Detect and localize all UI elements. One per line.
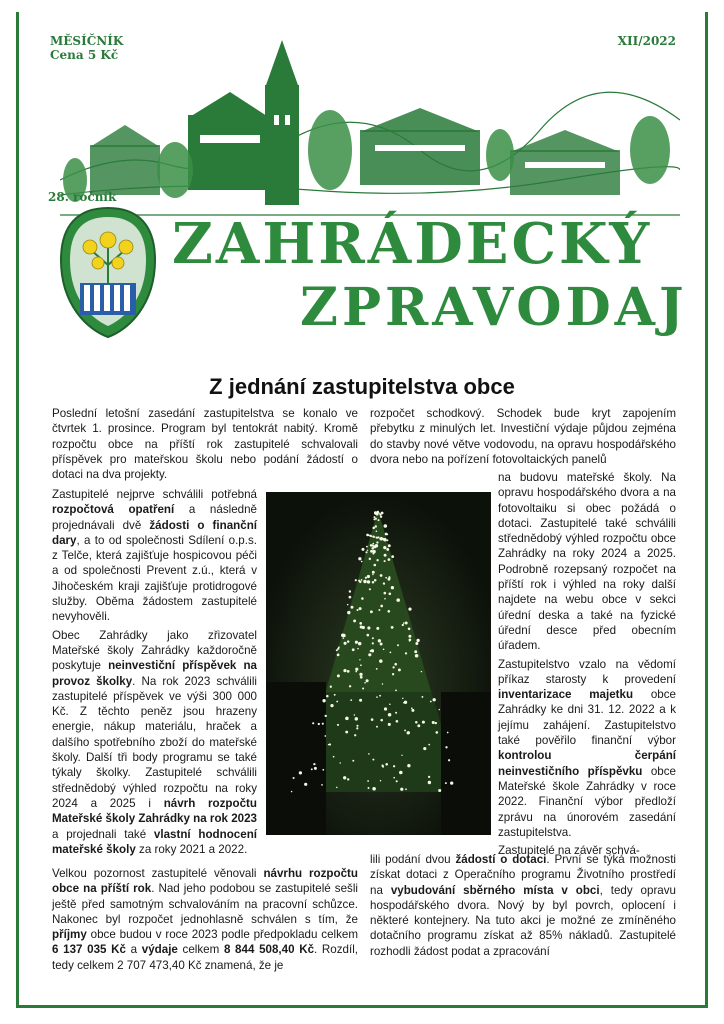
tree-light <box>448 759 450 761</box>
tree-light <box>343 669 346 672</box>
tree-light <box>391 555 394 558</box>
tree-light <box>374 536 376 538</box>
tree-light <box>409 640 411 642</box>
tree-light <box>343 637 345 639</box>
tree-light <box>376 726 378 728</box>
tree-light <box>405 652 407 654</box>
tree-light <box>322 699 325 702</box>
tree-light <box>394 663 397 666</box>
tree-light <box>396 720 399 723</box>
tree-light <box>383 546 386 549</box>
tree-light <box>380 516 381 517</box>
tree-light <box>388 723 391 726</box>
tree-light <box>371 547 374 550</box>
tree-light <box>378 639 381 642</box>
tree-light <box>383 648 385 650</box>
tree-light <box>352 760 354 762</box>
tree-light <box>349 685 351 687</box>
tree-light <box>388 713 392 717</box>
tree-light <box>392 666 394 668</box>
tree-light <box>345 731 348 734</box>
tree-light <box>368 653 371 656</box>
tree-light <box>400 788 403 791</box>
tree-light <box>352 648 355 651</box>
tree-light <box>428 781 431 784</box>
tree-light <box>367 634 370 637</box>
tree-light <box>336 787 338 789</box>
tree-light <box>384 592 387 595</box>
tree-light <box>343 776 346 779</box>
tree-light <box>330 704 333 707</box>
tree-light <box>421 696 423 698</box>
tree-light <box>372 759 374 761</box>
tree-light <box>402 624 404 626</box>
tree-light <box>324 735 326 737</box>
article-column-right-narrow <box>498 470 676 861</box>
tree-light <box>371 535 373 537</box>
tree-light <box>359 622 362 625</box>
tree-light <box>372 527 375 530</box>
tree-light <box>372 581 375 584</box>
tree-light <box>355 671 357 673</box>
tree-light <box>405 622 408 625</box>
tree-light <box>369 558 371 560</box>
tree-light <box>334 694 336 696</box>
tree-light <box>376 513 379 516</box>
tree-light <box>395 712 397 714</box>
tree-light <box>385 577 387 579</box>
tree-light <box>421 671 422 672</box>
paragraph: Zastupitelé nejprve schválili potřebná rozpočtová opatření a následně projednávali dvě žádosti o finanční dary, a to od společnosti Sdílení o.p.s. z Telče, která zajišťuje hospicovou péči a od společnosti Prevent z.ú., která v Jihočeském kraji zajišťuje protidrogové služby. Oběma žádostem zastupitelé nevyhověli. <box>52 488 257 624</box>
tree-light <box>361 579 363 581</box>
tree-light <box>359 659 360 660</box>
tree-light <box>377 519 379 521</box>
tree-light <box>321 784 323 786</box>
tree-light <box>337 724 339 726</box>
tree-light <box>386 533 388 535</box>
paragraph: Zastupitelé na závěr schvá- <box>498 844 640 858</box>
christmas-tree-photo <box>266 492 491 835</box>
tree-light <box>344 642 347 645</box>
tree-light <box>416 639 419 642</box>
tree-light <box>384 707 387 710</box>
tree-light <box>415 642 418 645</box>
tree-light <box>322 769 324 771</box>
tree-light <box>445 746 447 748</box>
tree-light <box>371 544 373 546</box>
tree-light <box>360 664 362 666</box>
tree-light <box>376 559 378 561</box>
tree-light <box>392 673 394 675</box>
tree-light <box>322 723 324 725</box>
tree-light <box>382 766 384 768</box>
tree-light <box>376 696 378 698</box>
tree-light <box>384 560 386 562</box>
tree-light <box>398 668 401 671</box>
tree-light <box>347 611 350 614</box>
tree-light <box>433 698 436 701</box>
tree-light <box>365 577 367 579</box>
tree-light <box>380 719 383 722</box>
price: Cena 5 Kč <box>50 48 119 62</box>
tree-light <box>357 648 359 650</box>
masthead-title-line2: ZPRAVODAJ <box>300 277 688 338</box>
tree-light <box>380 537 384 541</box>
tree-light <box>345 717 349 721</box>
tree-light <box>314 767 317 770</box>
tree-light <box>432 721 435 724</box>
tree-light <box>338 646 340 648</box>
tree-light <box>399 771 403 775</box>
tree-light <box>417 724 420 727</box>
tree-light <box>396 780 398 782</box>
tree-light <box>358 557 361 560</box>
tree-light <box>411 709 414 712</box>
tree-light <box>402 698 403 699</box>
tree-light <box>318 723 320 725</box>
tree-light <box>337 674 340 677</box>
tree-light <box>438 789 441 792</box>
tree-light <box>380 574 383 577</box>
publication-type: MĚSÍČNÍK <box>50 34 124 48</box>
tree-light <box>407 731 410 734</box>
tree-light <box>351 606 354 609</box>
tree-light <box>405 788 407 790</box>
tree-light <box>368 575 370 577</box>
tree-light <box>387 610 390 613</box>
tree-light <box>435 722 437 724</box>
tree-light <box>333 756 335 758</box>
tree-light <box>390 652 392 654</box>
tree-light <box>381 512 384 515</box>
tree-light <box>404 729 406 731</box>
tree-light <box>370 610 373 613</box>
tree-light <box>373 516 375 518</box>
tree-light <box>368 753 370 755</box>
tree-light <box>391 586 394 589</box>
tree-light <box>376 541 378 543</box>
tree-light <box>326 695 329 698</box>
tree-light <box>428 744 430 746</box>
tree-light <box>401 755 402 756</box>
tree-light <box>373 518 375 520</box>
tree-light <box>355 717 358 720</box>
tree-light <box>356 727 358 729</box>
tree-light <box>384 524 388 528</box>
tree-light <box>337 654 340 657</box>
article-column-right-top <box>370 406 676 470</box>
tree-light <box>363 580 366 583</box>
issue-number: XII/2022 <box>617 34 676 48</box>
tree-light <box>359 699 362 702</box>
tree-light <box>371 718 374 721</box>
tree-light <box>388 578 391 581</box>
tree-light <box>339 762 340 763</box>
tree-light <box>347 604 349 606</box>
tree-light <box>408 627 411 630</box>
tree-light <box>395 689 397 691</box>
tree-light <box>313 763 315 765</box>
tree-light <box>386 539 388 541</box>
tree-light <box>389 704 391 706</box>
tree-light <box>293 777 295 779</box>
paragraph: Poslední letošní zasedání zastupitelstva se konalo ve čtvrtek 1. prosince. Program byl tentokrát nabitý. Kromě rozpočtu obce na příští rok zastupitelé schvalovali příspěvek pro mateřskou školu nebo podání žádostí o dotaci na dva projekty. <box>52 407 358 482</box>
tree-light <box>380 643 383 646</box>
tree-light <box>368 534 370 536</box>
tree-light <box>380 605 383 608</box>
tree-light <box>367 580 370 583</box>
tree-light <box>408 608 411 611</box>
tree-light <box>370 550 373 553</box>
tree-light <box>378 512 380 514</box>
tree-light <box>368 787 370 789</box>
article-column-left-bottom <box>52 866 358 976</box>
tree-light <box>388 558 391 561</box>
tree-light <box>366 679 369 682</box>
tree-light <box>361 548 364 551</box>
tree-light <box>372 543 374 545</box>
paragraph: lili podání dvou žádostí o dotaci. První se týká možnosti získat dotaci z Operačního programu Životního prostředí na vybudování sběrného místa v obci, tedy opravu hospodářského dvora. Nový by byl povrch, oplocení i některé kontejnery. Na tuto akci je možné ze zmíněného dotačního programu získat až 85% nákladů. Zastupitelé rozhodli žádost podat a zpracování <box>370 853 677 958</box>
tree-light <box>358 642 362 646</box>
paragraph: Obec Zahrádky jako zřizovatel Mateřské školy Zahrádky každoročně poskytuje neinvestiční příspěvek na provoz školky. Na rok 2023 schválili zastupitelé příspěvek ve výši 300 000 Kč. Z těchto peněz jsou hrazeny energie, nákup materiálu, hraček a dalšího spotřebního zboží do mateřské školy. Další tři body programu se také týkaly školky. Zastupitelé schválili střednědobý výhled rozpočtu na roky 2024 a 2025 i návrh rozpočtu Mateřské školy Zahrádky na rok 2023 a projednali také vlastní hodnocení mateřské školy za roky 2021 a 2022. <box>52 628 257 856</box>
tree-light <box>391 626 394 629</box>
tree-light <box>312 722 314 724</box>
tree-light <box>450 781 453 784</box>
tree-light <box>369 588 371 590</box>
tree-light <box>336 701 338 703</box>
tree-light <box>367 626 370 629</box>
tree-light <box>359 581 361 583</box>
tree-light <box>347 778 349 780</box>
tree-light <box>355 668 358 671</box>
tree-light <box>430 701 432 703</box>
tree-light <box>359 673 362 676</box>
tree-light <box>362 626 365 629</box>
tree-light <box>330 686 332 688</box>
tree-light <box>349 590 351 592</box>
tree-light <box>375 525 377 527</box>
tree-light <box>372 637 374 639</box>
masthead-title-line1: ZAHRÁDECKÝ <box>172 211 653 277</box>
tree-light <box>347 670 350 673</box>
tree-light <box>359 607 362 610</box>
tree-light <box>373 564 376 567</box>
tree-light <box>347 640 349 642</box>
tree-light <box>393 777 395 779</box>
tree-light <box>350 699 352 701</box>
tree-light <box>383 583 385 585</box>
tree-light <box>362 687 364 689</box>
tree-light <box>325 715 327 717</box>
tree-light <box>408 635 411 638</box>
paragraph: na budovu mateřské školy. Na opravu hospodářského dvora a na fotovoltaiku si obec požádá o dotaci. Zastupitelé také schválili střednědobý výhled rozpočtu obce Zahrádky na roky 2024 a 2025. Podrobně rozepsaný rozpočet na příští rok i výhled na roky další najdete na webu obce v sekci úřední deska a také na fyzické úřední desce před obecním úřadem. <box>498 471 676 653</box>
tree-light <box>379 659 382 662</box>
article-column-left-top <box>52 406 358 485</box>
tree-light <box>311 768 313 770</box>
tree-light <box>341 634 345 638</box>
tree-light <box>388 544 391 547</box>
tree-light <box>371 650 374 653</box>
tree-light <box>380 780 381 781</box>
tree-light <box>415 654 419 658</box>
village-illustration <box>60 30 680 225</box>
article-column-left-narrow <box>52 487 257 860</box>
tree-light <box>383 538 386 541</box>
tree-light <box>379 695 381 697</box>
tree-light <box>386 548 389 551</box>
tree-light <box>372 574 373 575</box>
tree-light <box>304 783 307 786</box>
tree-light <box>397 644 399 646</box>
tree-light <box>354 714 355 715</box>
tree-light <box>353 619 356 622</box>
tree-light <box>355 641 358 644</box>
tree-light <box>370 650 372 652</box>
tree-light <box>384 554 387 557</box>
tree-light <box>376 668 378 670</box>
tree-light <box>423 747 426 750</box>
tree-light <box>385 763 388 766</box>
tree-light <box>364 682 366 684</box>
paragraph: rozpočet schodkový. Schodek bude kryt zapojením přebytku z minulých let. Investiční výdaje půjdou zejména do stavby nové větve vodovodu, na opravu hospodářského dvora nebo na pořízení fotovoltaických panelů <box>370 407 676 466</box>
tree-light <box>372 787 376 791</box>
tree-light <box>382 683 384 685</box>
tree-light <box>366 546 368 548</box>
tree-light <box>411 707 413 709</box>
tree-light <box>291 791 292 792</box>
tree-light <box>372 553 374 555</box>
tree-light <box>367 550 368 551</box>
tree-light <box>329 743 331 745</box>
tree-light <box>361 597 364 600</box>
tree-light <box>384 598 386 600</box>
tree-light <box>376 530 378 532</box>
tree-light <box>360 676 363 679</box>
tree-light <box>389 593 392 596</box>
article-column-right-bottom <box>370 852 676 962</box>
tree-light <box>447 732 449 734</box>
tree-light <box>393 765 395 767</box>
tree-light <box>372 642 374 644</box>
tree-light <box>356 609 358 611</box>
tree-light <box>403 622 405 624</box>
village-crest-logo <box>58 205 158 340</box>
tree-light <box>374 579 377 582</box>
tree-light <box>407 764 410 767</box>
tree-light <box>445 782 447 784</box>
tree-light <box>356 725 358 727</box>
tree-light <box>376 627 379 630</box>
volume-label: 28. ročník <box>48 190 117 204</box>
tree-light <box>436 731 439 734</box>
tree-light <box>299 771 302 774</box>
tree-light <box>349 596 352 599</box>
tree-light <box>396 598 400 602</box>
tree-light <box>372 571 375 574</box>
tree-light <box>378 609 380 611</box>
tree-light <box>422 721 425 724</box>
tree-light <box>355 579 357 581</box>
tree-light <box>365 551 367 553</box>
tree-light <box>336 649 338 651</box>
tree-light <box>415 721 418 724</box>
tree-light <box>404 701 407 704</box>
tree-light <box>361 561 363 563</box>
tree-light <box>428 776 430 778</box>
paragraph: Velkou pozornost zastupitelé věnovali návrhu rozpočtu obce na příští rok. Nad jeho podobou se zastupitelé sešli ještě před samotným schvalováním na pracovní schůzce. Nakonec byl rozpočet jednohlasně schválen s tím, že příjmy obce budou v roce 2023 podle předpokladu celkem 6 137 035 Kč a výdaje celkem 8 844 508,40 Kč. Rozdíl, tedy celkem 2 707 473,40 Kč znamená, že je <box>52 867 359 972</box>
paragraph: Zastupitelstvo vzalo na vědomí příkaz starosty k provedení inventarizace majetku obce Zahrádky ke dni 31. 12. 2022 a k jejímu zahájení. Zastupitelstvo také pověřilo finanční výbor kontrolou čerpání neinvestičního příspěvku obce Mateřské škole Zahrádky v roce 2022. Finanční výbor předloží zprávu na únorovém zasedání zastupitelstva. <box>498 657 676 839</box>
tree-light <box>354 734 356 736</box>
tree-light <box>439 709 440 710</box>
tree-light <box>377 537 378 538</box>
tree-light <box>367 780 369 782</box>
tree-light <box>414 650 417 653</box>
article-headline: Z jednání zastupitelstva obce <box>209 374 515 399</box>
